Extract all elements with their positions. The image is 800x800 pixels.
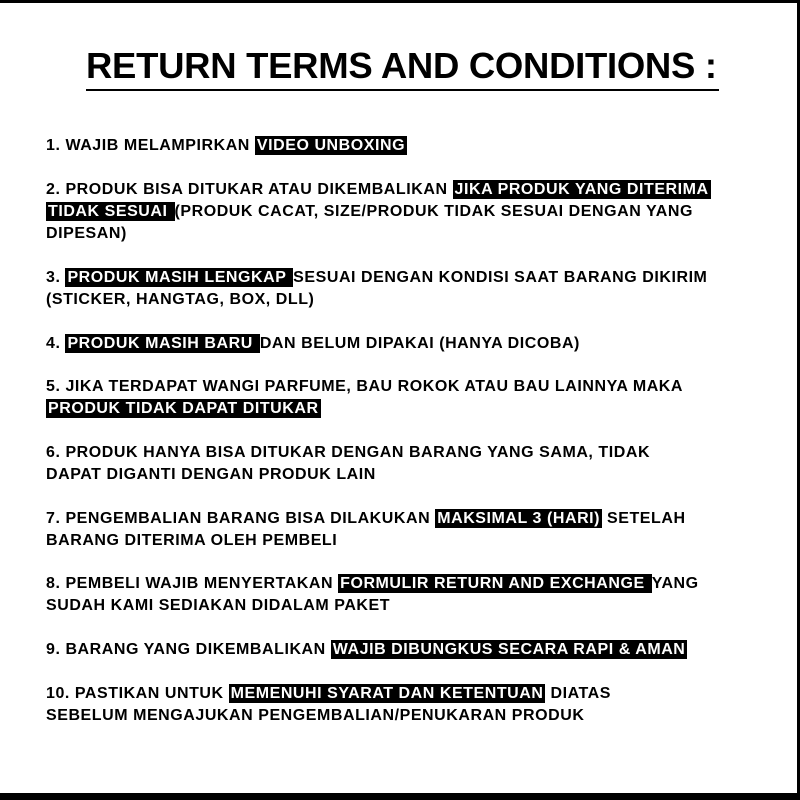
term-text: (PRODUK CACAT, SIZE/PRODUK TIDAK SESUAI DENGAN YANG xyxy=(174,203,693,220)
term-text: BARANG DITERIMA OLEH PEMBELI xyxy=(46,532,338,549)
term-1 xyxy=(46,135,766,157)
term-7 xyxy=(46,508,766,552)
term-highlight: PRODUK MASIH LENGKAP xyxy=(67,269,292,286)
term-3 xyxy=(46,267,766,311)
term-text: SESUAI DENGAN KONDISI SAAT BARANG DIKIRIM xyxy=(293,269,708,286)
term-9 xyxy=(46,639,766,661)
term-highlight: FORMULIR RETURN AND EXCHANGE xyxy=(340,575,650,592)
frame-border-top xyxy=(0,0,800,3)
term-highlight: VIDEO UNBOXING xyxy=(256,137,406,154)
term-text: DAN BELUM DIPAKAI (HANYA DICOBA) xyxy=(259,335,580,352)
term-highlight: WAJIB DIBUNGKUS SECARA RAPI & AMAN xyxy=(332,641,686,658)
term-text: DIPESAN) xyxy=(46,225,127,242)
term-text: 7. PENGEMBALIAN BARANG BISA DILAKUKAN xyxy=(46,510,436,527)
term-highlight: MAKSIMAL 3 (HARI) xyxy=(437,510,601,527)
term-highlight: PRODUK MASIH BARU xyxy=(67,335,258,352)
term-text: DAPAT DIGANTI DENGAN PRODUK LAIN xyxy=(46,466,376,483)
term-text: (STICKER, HANGTAG, BOX, DLL) xyxy=(46,291,315,308)
term-text: 2. PRODUK BISA DITUKAR ATAU DIKEMBALIKAN xyxy=(46,181,453,198)
term-4 xyxy=(46,333,766,355)
term-highlight: JIKA PRODUK YANG DITERIMA xyxy=(454,181,709,198)
term-highlight: PRODUK TIDAK DAPAT DITUKAR xyxy=(48,400,319,417)
term-text: 10. PASTIKAN UNTUK xyxy=(46,685,229,702)
page-title: RETURN TERMS AND CONDITIONS : xyxy=(86,45,717,86)
title-underline xyxy=(86,89,719,91)
term-highlight: TIDAK SESUAI xyxy=(48,203,173,220)
term-text: 9. BARANG YANG DIKEMBALIKAN xyxy=(46,641,331,658)
term-text: YANG xyxy=(651,575,699,592)
term-text: 5. JIKA TERDAPAT WANGI PARFUME, BAU ROKOK ATAU BAU LAINNYA MAKA xyxy=(46,378,684,395)
term-text: 6. PRODUK HANYA BISA DITUKAR DENGAN BARANG YANG SAMA, TIDAK xyxy=(46,444,651,461)
term-text: SUDAH KAMI SEDIAKAN DIDALAM PAKET xyxy=(46,597,391,614)
term-2 xyxy=(46,179,766,245)
term-text: 3. xyxy=(46,269,66,286)
term-text: 8. PEMBELI WAJIB MENYERTAKAN xyxy=(46,575,339,592)
term-8 xyxy=(46,573,766,617)
term-highlight: MEMENUHI SYARAT DAN KETENTUAN xyxy=(230,685,544,702)
term-text: 4. xyxy=(46,335,66,352)
term-text: SEBELUM MENGAJUKAN PENGEMBALIAN/PENUKARAN PRODUK xyxy=(46,707,585,724)
term-10 xyxy=(46,683,766,727)
term-5 xyxy=(46,376,766,420)
term-text: 1. WAJIB MELAMPIRKAN xyxy=(46,137,255,154)
term-6 xyxy=(46,442,766,486)
frame-border-bottom xyxy=(0,793,800,800)
term-text: SETELAH xyxy=(602,510,686,527)
term-text: DIATAS xyxy=(545,685,611,702)
